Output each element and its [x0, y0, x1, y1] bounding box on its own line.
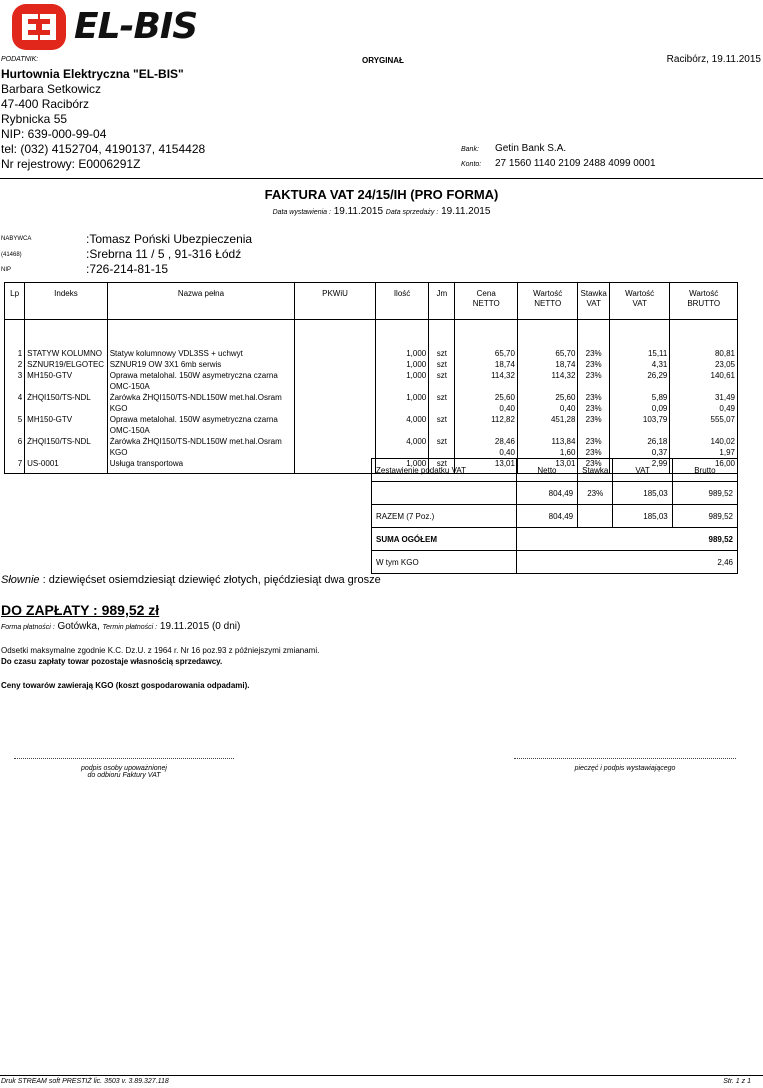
- cell-netto: 114,32: [517, 370, 577, 381]
- summary-rate-vat: 185,03: [613, 482, 672, 505]
- buyer-nip: :726-214-81-15: [86, 262, 169, 276]
- sale-date: 19.11.2015: [441, 206, 491, 217]
- signature-right-caption: pieczęć i podpis wystawiającego: [574, 765, 676, 772]
- summary-header-row: [372, 459, 738, 482]
- summary-h-rate: Stawka: [578, 459, 613, 482]
- table-row: [5, 403, 738, 414]
- seller-street: Rybnicka 55: [1, 112, 68, 126]
- payment-term: 19.11.2015 (0 dni): [159, 621, 241, 632]
- cell-netto: 0,40: [517, 403, 577, 414]
- summary-title: Zestawienie podatku VAT: [372, 459, 517, 482]
- seller-nip: NIP: 639-000-99-04: [1, 127, 107, 141]
- col-lp: Lp: [5, 283, 25, 320]
- signature-left-caption: [14, 765, 234, 779]
- note-kgo: Ceny towarów zawierają KGO (koszt gospodarowania odpadami).: [1, 681, 250, 690]
- note-ownership: Do czasu zapłaty towar pozostaje własnością sprzedawcy.: [1, 657, 223, 666]
- col-pkwiu: PKWiU: [295, 283, 376, 320]
- cell-lp: [5, 425, 25, 436]
- payment-terms: Forma płatności : Gotówka, Termin płatności : 19.11.2015 (0 dni): [1, 621, 241, 632]
- issue-date: 19.11.2015: [333, 206, 384, 217]
- summary-h-gross: Brutto: [672, 459, 737, 482]
- table-row: [5, 348, 738, 359]
- cell-stawka: 23%: [578, 403, 609, 414]
- cell-vat: 0,09: [609, 403, 669, 414]
- cell-netto: 451,28: [517, 414, 577, 425]
- cell-ilosc: [375, 381, 428, 392]
- cell-vat: 5,89: [609, 392, 669, 403]
- cell-brutto: 23,05: [670, 359, 738, 370]
- cell-indeks: SZNUR19/ELGOTEC: [25, 359, 108, 370]
- cell-vat: 26,29: [609, 370, 669, 381]
- table-row: [5, 381, 738, 392]
- buyer-nip-label: NIP: [1, 267, 12, 273]
- cell-vat: 0,37: [609, 447, 669, 458]
- summary-h-net: Netto: [516, 459, 577, 482]
- table-row: [5, 447, 738, 458]
- invoice-dates: [0, 206, 763, 217]
- cell-nazwa: OMC-150A: [107, 381, 294, 392]
- cell-cena: 25,60: [455, 392, 517, 403]
- logo-mark-icon: [12, 4, 66, 50]
- table-row: [5, 436, 738, 447]
- cell-cena: 65,70: [455, 348, 517, 359]
- cell-brutto: 555,07: [670, 414, 738, 425]
- cell-indeks: [25, 447, 108, 458]
- cell-pkwiu: [295, 436, 376, 447]
- cell-nazwa: Usługa transportowa: [107, 458, 294, 474]
- cell-stawka: 23%: [578, 348, 609, 359]
- cell-brutto: 140,61: [670, 370, 738, 381]
- cell-cena: [455, 425, 517, 436]
- col-index: Indeks: [25, 283, 108, 320]
- table-row: [5, 392, 738, 403]
- cell-netto: 13,01: [517, 458, 577, 474]
- seller-owner: Barbara Setkowicz: [1, 82, 102, 96]
- bank-label: Bank:: [461, 146, 479, 153]
- seller-register: Nr rejestrowy: E0006291Z: [1, 157, 141, 171]
- cell-lp: 7: [5, 458, 25, 474]
- cell-stawka: 23%: [578, 414, 609, 425]
- summary-kgo-row: [372, 551, 738, 574]
- cell-ilosc: 1,000: [375, 359, 428, 370]
- amount-in-words: [1, 574, 381, 586]
- cell-lp: 1: [5, 348, 25, 359]
- seller-phone: tel: (032) 4152704, 4190137, 4154428: [1, 142, 206, 156]
- cell-netto: 18,74: [517, 359, 577, 370]
- cell-pkwiu: [295, 392, 376, 403]
- cell-stawka: 23%: [578, 359, 609, 370]
- cell-pkwiu: [295, 414, 376, 425]
- cell-brutto: [670, 425, 738, 436]
- summary-total-vat: 185,03: [613, 505, 672, 528]
- cell-netto: 113,84: [517, 436, 577, 447]
- cell-indeks: MH150-GTV: [25, 370, 108, 381]
- cell-pkwiu: [295, 425, 376, 436]
- cell-nazwa: Oprawa metalohal. 150W asymetryczna czarna: [107, 414, 294, 425]
- cell-lp: 6: [5, 436, 25, 447]
- col-net-value: Wartość NETTO: [517, 283, 577, 320]
- summary-kgo-label: W tym KGO: [372, 551, 517, 574]
- seller-name: Hurtownia Elektryczna "EL-BIS": [1, 67, 184, 81]
- invoice-title: FAKTURA VAT 24/15/IH (PRO FORMA): [264, 187, 499, 202]
- logo-text: EL-BIS: [74, 6, 198, 47]
- table-row: [5, 359, 738, 370]
- cell-jm: [429, 425, 455, 436]
- cell-jm: szt: [429, 370, 455, 381]
- cell-vat: 103,79: [609, 414, 669, 425]
- col-vat-value: Wartość VAT: [609, 283, 669, 320]
- summary-total-gross: 989,52: [672, 505, 737, 528]
- cell-indeks: STATYW KOLUMNO: [25, 348, 108, 359]
- cell-cena: [455, 381, 517, 392]
- cell-nazwa: Statyw kolumnowy VDL3SS + uchwyt: [107, 348, 294, 359]
- cell-indeks: US-0001: [25, 458, 108, 474]
- cell-nazwa: Żarówka ŻHQI150/TS-NDL150W met.hal.Osram: [107, 392, 294, 403]
- cell-lp: [5, 447, 25, 458]
- cell-jm: szt: [429, 414, 455, 425]
- cell-indeks: ŻHQI150/TS-NDL: [25, 392, 108, 403]
- cell-netto: [517, 425, 577, 436]
- summary-rate-gross: 989,52: [672, 482, 737, 505]
- cell-ilosc: 4,000: [375, 436, 428, 447]
- cell-indeks: MH150-GTV: [25, 414, 108, 425]
- col-price: Cena NETTO: [455, 283, 517, 320]
- cell-stawka: 23%: [578, 370, 609, 381]
- cell-brutto: 16,00: [670, 458, 738, 474]
- cell-nazwa: KGO: [107, 447, 294, 458]
- cell-indeks: ŻHQI150/TS-NDL: [25, 436, 108, 447]
- issue-date-label: Data wystawienia :: [272, 209, 331, 216]
- cell-netto: 65,70: [517, 348, 577, 359]
- signature-left-line2: do odbioru Faktury VAT: [87, 772, 161, 779]
- cell-cena: 112,82: [455, 414, 517, 425]
- cell-ilosc: 1,000: [375, 458, 428, 474]
- cell-stawka: 23%: [578, 458, 609, 474]
- cell-cena: 114,32: [455, 370, 517, 381]
- cell-stawka: 23%: [578, 436, 609, 447]
- table-spacer-row: [5, 320, 738, 349]
- cell-stawka: [578, 381, 609, 392]
- col-qty: Ilość: [375, 283, 428, 320]
- cell-brutto: 140,02: [670, 436, 738, 447]
- cell-vat: [609, 425, 669, 436]
- summary-rate-net: 804,49: [516, 482, 577, 505]
- footer-left: Druk STREAM soft PRESTIŻ lic. 3503 v. 3.89.327.118: [1, 1078, 169, 1085]
- cell-pkwiu: [295, 370, 376, 381]
- cell-indeks: [25, 425, 108, 436]
- seller-city: 47-400 Racibórz: [1, 97, 90, 111]
- cell-pkwiu: [295, 403, 376, 414]
- summary-h-vat: VAT: [613, 459, 672, 482]
- company-logo: [12, 4, 242, 50]
- cell-brutto: 0,49: [670, 403, 738, 414]
- words-label: Słownie: [1, 574, 40, 586]
- cell-jm: szt: [429, 458, 455, 474]
- buyer-code: (41468): [1, 252, 22, 258]
- words-text: : dziewięćset osiemdziesiąt dziewięć złotych, pięćdziesiąt dwa grosze: [42, 574, 381, 586]
- buyer-name: :Tomasz Poński Ubezpieczenia: [86, 232, 253, 246]
- cell-ilosc: [375, 447, 428, 458]
- vat-summary-table: [371, 458, 738, 574]
- cell-cena: 0,40: [455, 403, 517, 414]
- buyer-label: NABYWCA: [1, 236, 32, 242]
- cell-cena: 13,01: [455, 458, 517, 474]
- cell-nazwa: KGO: [107, 403, 294, 414]
- cell-nazwa: OMC-150A: [107, 425, 294, 436]
- cell-brutto: [670, 381, 738, 392]
- bank-name: Getin Bank S.A.: [495, 143, 567, 154]
- col-gross-value: Wartość BRUTTO: [670, 283, 738, 320]
- cell-stawka: [578, 425, 609, 436]
- payment-form: Gotówka: [57, 621, 97, 632]
- cell-stawka: 23%: [578, 447, 609, 458]
- taxpayer-label: PODATNIK:: [1, 56, 39, 63]
- cell-pkwiu: [295, 447, 376, 458]
- cell-vat: 15,11: [609, 348, 669, 359]
- cell-indeks: [25, 381, 108, 392]
- summary-total-net: 804,49: [516, 505, 577, 528]
- signature-line-right: [514, 758, 736, 760]
- original-label: ORYGINAŁ: [362, 56, 404, 65]
- summary-grand-value: 989,52: [516, 528, 737, 551]
- summary-grand-label: SUMA OGÓŁEM: [372, 528, 517, 551]
- cell-cena: 18,74: [455, 359, 517, 370]
- cell-lp: 5: [5, 414, 25, 425]
- col-vat-rate: Stawka VAT: [578, 283, 609, 320]
- cell-nazwa: SZNUR19 OW 3X1 6mb serwis: [107, 359, 294, 370]
- table-row: [5, 414, 738, 425]
- cell-cena: 28,46: [455, 436, 517, 447]
- cell-lp: 2: [5, 359, 25, 370]
- cell-jm: [429, 381, 455, 392]
- summary-total-label: RAZEM (7 Poz.): [372, 505, 517, 528]
- cell-lp: [5, 381, 25, 392]
- col-unit: Jm: [429, 283, 455, 320]
- cell-nazwa: Oprawa metalohal. 150W asymetryczna czarna: [107, 370, 294, 381]
- cell-vat: 2,99: [609, 458, 669, 474]
- sale-date-label: Data sprzedaży :: [385, 209, 439, 216]
- cell-lp: 4: [5, 392, 25, 403]
- summary-kgo-value: 2,46: [516, 551, 737, 574]
- cell-netto: 1,60: [517, 447, 577, 458]
- place-date: Racibórz, 19.11.2015: [666, 54, 761, 65]
- buyer-address: :Srebrna 11 / 5 , 91-316 Łódź: [86, 247, 242, 261]
- cell-jm: szt: [429, 436, 455, 447]
- cell-brutto: 1,97: [670, 447, 738, 458]
- payment-form-label: Forma płatności :: [1, 624, 55, 631]
- cell-pkwiu: [295, 359, 376, 370]
- cell-stawka: 23%: [578, 392, 609, 403]
- cell-jm: [429, 447, 455, 458]
- signature-left-line1: podpis osoby upoważnionej: [80, 765, 167, 772]
- cell-vat: 4,31: [609, 359, 669, 370]
- cell-pkwiu: [295, 381, 376, 392]
- cell-netto: 25,60: [517, 392, 577, 403]
- cell-jm: [429, 403, 455, 414]
- cell-jm: szt: [429, 392, 455, 403]
- cell-pkwiu: [295, 348, 376, 359]
- cell-lp: [5, 403, 25, 414]
- cell-vat: [609, 381, 669, 392]
- cell-netto: [517, 381, 577, 392]
- footer-right: Str. 1 z 1: [723, 1078, 751, 1085]
- note-interest: Odsetki maksymalne zgodnie K.C. Dz.U. z 1964 r. Nr 16 poz.93 z późniejszymi zmianami.: [1, 646, 320, 655]
- payment-term-label: Termin płatności :: [102, 624, 158, 631]
- col-name: Nazwa pełna: [107, 283, 294, 320]
- summary-rate: 23%: [578, 482, 613, 505]
- cell-brutto: 31,49: [670, 392, 738, 403]
- cell-vat: 26,18: [609, 436, 669, 447]
- amount-to-pay: DO ZAPŁATY : 989,52 zł: [1, 602, 160, 618]
- cell-lp: 3: [5, 370, 25, 381]
- summary-rate-row: [372, 482, 738, 505]
- cell-ilosc: 1,000: [375, 348, 428, 359]
- account-label: Konto:: [461, 161, 482, 168]
- summary-grand-row: [372, 528, 738, 551]
- cell-ilosc: 1,000: [375, 370, 428, 381]
- cell-jm: szt: [429, 348, 455, 359]
- cell-ilosc: 1,000: [375, 392, 428, 403]
- cell-jm: szt: [429, 359, 455, 370]
- cell-pkwiu: [295, 458, 376, 474]
- footer-divider: [0, 1075, 763, 1076]
- table-row: [5, 425, 738, 436]
- cell-ilosc: [375, 403, 428, 414]
- cell-ilosc: 4,000: [375, 414, 428, 425]
- cell-nazwa: Żarówka ŻHQI150/TS-NDL150W met.hal.Osram: [107, 436, 294, 447]
- cell-cena: 0,40: [455, 447, 517, 458]
- items-table: [4, 282, 738, 474]
- summary-total-row: [372, 505, 738, 528]
- signature-line-left: [14, 758, 234, 760]
- account-number: 27 1560 1140 2109 2488 4099 0001: [495, 158, 656, 169]
- header-divider: [0, 178, 763, 179]
- table-row: [5, 370, 738, 381]
- cell-brutto: 80,81: [670, 348, 738, 359]
- cell-indeks: [25, 403, 108, 414]
- cell-ilosc: [375, 425, 428, 436]
- items-header-row: [5, 283, 738, 320]
